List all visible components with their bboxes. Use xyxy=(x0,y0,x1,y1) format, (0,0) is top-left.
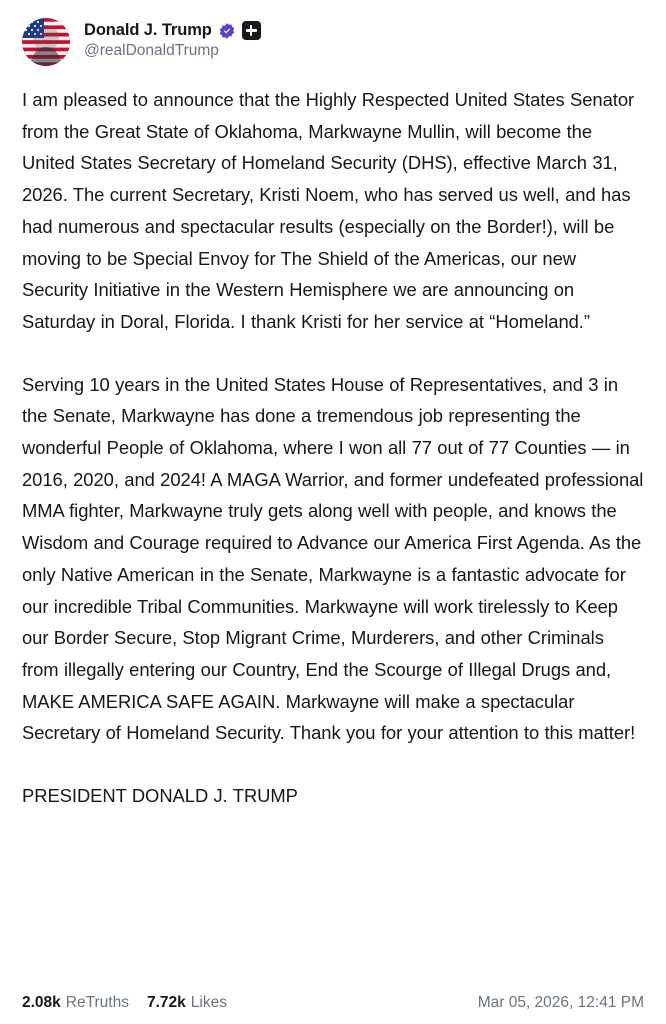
name-line xyxy=(84,21,261,40)
post-body xyxy=(22,72,644,812)
retruths-label: ReTruths xyxy=(65,994,129,1011)
retruths-stat[interactable] xyxy=(22,994,129,1012)
post-paragraph-1: I am pleased to announce that the Highly Respected United States Senator from the Great State of Oklahoma, Markwayne Mullin, will become the United States Secretary of Homeland Security (DHS), effective March 31, 2026. The current Secretary, Kristi Noem, who has served us well, and has had numerous and spectacular results (especially on the Border!), will be moving to be Special Envoy for The Shield of the Americas, our new Security Initiative in the Western Hemisphere we are announcing on Saturday in Doral, Florida. I thank Kristi for her service at “Homeland.” xyxy=(22,89,635,332)
likes-count: 7.72k xyxy=(146,994,186,1011)
author-display-name: Donald J. Trump xyxy=(84,21,212,39)
post-timestamp: Mar 05, 2026, 12:41 PM xyxy=(477,994,644,1011)
american-flag-avatar-icon xyxy=(22,18,70,66)
verified-check-icon xyxy=(218,22,236,40)
post-paragraph-2: Serving 10 years in the United States House of Representatives, and 3 in the Senate, Markwayne has done a tremendous job representing the wonderful People of Oklahoma, where I won all 77 out of 77 Counties — in 2016, 2020, and 2024! A MAGA Warrior, and former undefeated professional MMA fighter, Markwayne truly gets along well with people, and knows the Wisdom and Courage required to Advance our America First Agenda. As the only Native American in the Senate, Markwayne is a fantastic advocate for our incredible Tribal Communities. Markwayne will work tirelessly to Keep our Border Secure, Stop Migrant Crime, Murderers, and other Criminals from illegally entering our Country, End the Scourge of Illegal Drugs and, MAKE AMERICA SAFE AGAIN. Markwayne will make a spectacular Secretary of Homeland Security. Thank you for your attention to this matter! xyxy=(22,373,644,744)
post-stats xyxy=(22,994,227,1012)
avatar[interactable] xyxy=(22,18,70,66)
post-signature: PRESIDENT DONALD J. TRUMP xyxy=(22,785,298,807)
likes-stat[interactable] xyxy=(147,994,227,1012)
retruths-count: 2.08k xyxy=(22,994,61,1011)
post-header xyxy=(22,0,644,72)
author-handle: @realDonaldTrump xyxy=(84,42,219,59)
post-footer xyxy=(22,994,644,1012)
plus-badge-icon xyxy=(242,21,261,40)
likes-label: Likes xyxy=(190,994,227,1011)
author-names xyxy=(84,18,261,60)
